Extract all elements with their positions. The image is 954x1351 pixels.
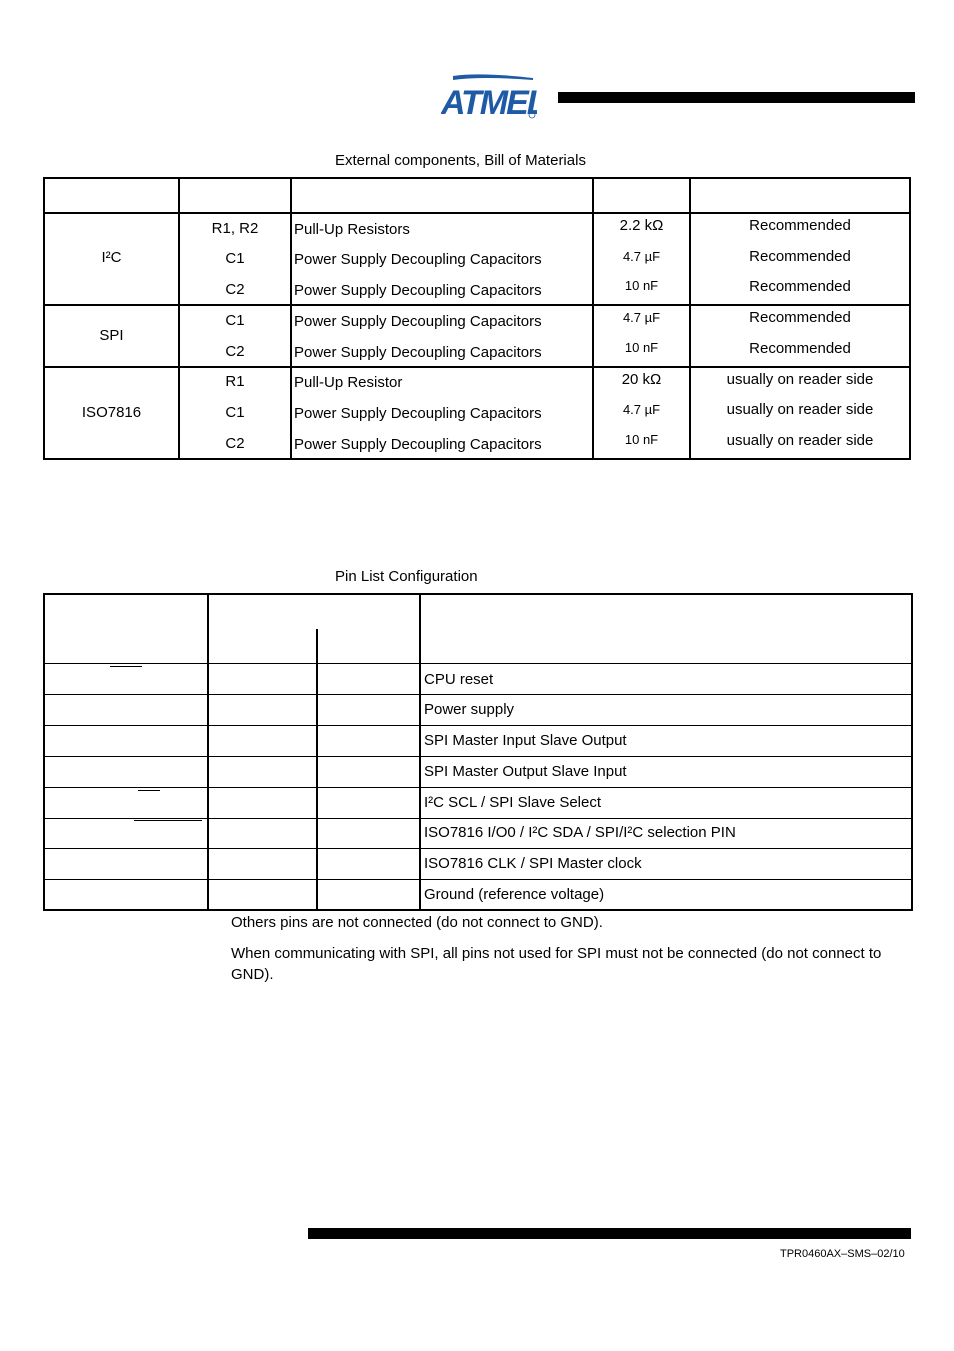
bom-description: Power Supply Decoupling Capacitors [294,344,542,361]
bom-note: Recommended [749,309,851,326]
overline-mark [134,820,202,821]
pin-description: CPU reset [424,671,494,688]
bom-value: 4.7 µF [622,402,661,417]
note-paragraph: When communicating with SPI, all pins not used for SPI must not be connected (do not connect to GND). [231,945,882,983]
logo-text: ATMEL [441,84,537,120]
footer-doc-code: TPR0460AX–SMS–02/10 [780,1248,905,1260]
bom-value: 2.2 kΩ [619,217,664,234]
bom-value: 4.7 µF [622,249,661,264]
note-paragraph: Others pins are not connected (do not connect to GND). [231,914,603,931]
bom-value: 4.7 µF [622,310,661,325]
bom-note: usually on reader side [726,371,874,388]
bom-value: 10 nF [624,278,659,293]
pin-description: ISO7816 I/O0 / I²C SDA / SPI/I²C selection PIN [424,824,736,841]
bom-description: Pull-Up Resistor [294,374,403,391]
pin-description: Power supply [424,701,515,718]
pin-description: Ground (reference voltage) [424,886,605,903]
bom-value: 10 nF [624,340,659,355]
pin-description: SPI Master Output Slave Input [424,763,627,780]
bom-ref: C2 [225,343,245,360]
bom-note: Recommended [749,278,851,295]
bom-note: usually on reader side [726,401,874,418]
bom-ref: R1 [225,373,245,390]
pin-description: ISO7816 CLK / SPI Master clock [424,855,642,872]
bom-interface-spi: SPI [99,327,124,344]
overline-mark [110,666,142,667]
bom-ref: C1 [225,404,245,421]
bom-ref: R1, R2 [211,220,259,237]
bom-ref: C2 [225,281,245,298]
footer-rule [308,1228,911,1239]
bom-description: Power Supply Decoupling Capacitors [294,282,542,299]
bom-interface-i2c: I²C [101,249,122,266]
bom-ref: C2 [225,435,245,452]
bom-description: Power Supply Decoupling Capacitors [294,436,542,453]
bom-note: Recommended [749,248,851,265]
bom-description: Power Supply Decoupling Capacitors [294,251,542,268]
bom-description: Pull-Up Resistors [294,221,410,238]
bom-table-caption: External components, Bill of Materials [335,152,586,169]
bom-ref: C1 [225,312,245,329]
bom-ref: C1 [225,250,245,267]
bom-note: Recommended [749,340,851,357]
bom-value: 10 nF [624,432,659,447]
bom-description: Power Supply Decoupling Capacitors [294,313,542,330]
overline-mark [138,790,160,791]
pin-description: SPI Master Input Slave Output [424,732,627,749]
pin-table-caption: Pin List Configuration [335,568,478,585]
bom-description: Power Supply Decoupling Capacitors [294,405,542,422]
bom-note: Recommended [749,217,851,234]
bom-interface-iso7816: ISO7816 [81,404,142,421]
pin-description: I²C SCL / SPI Slave Select [424,794,602,811]
bom-note: usually on reader side [726,432,874,449]
bom-value: 20 kΩ [621,371,662,388]
